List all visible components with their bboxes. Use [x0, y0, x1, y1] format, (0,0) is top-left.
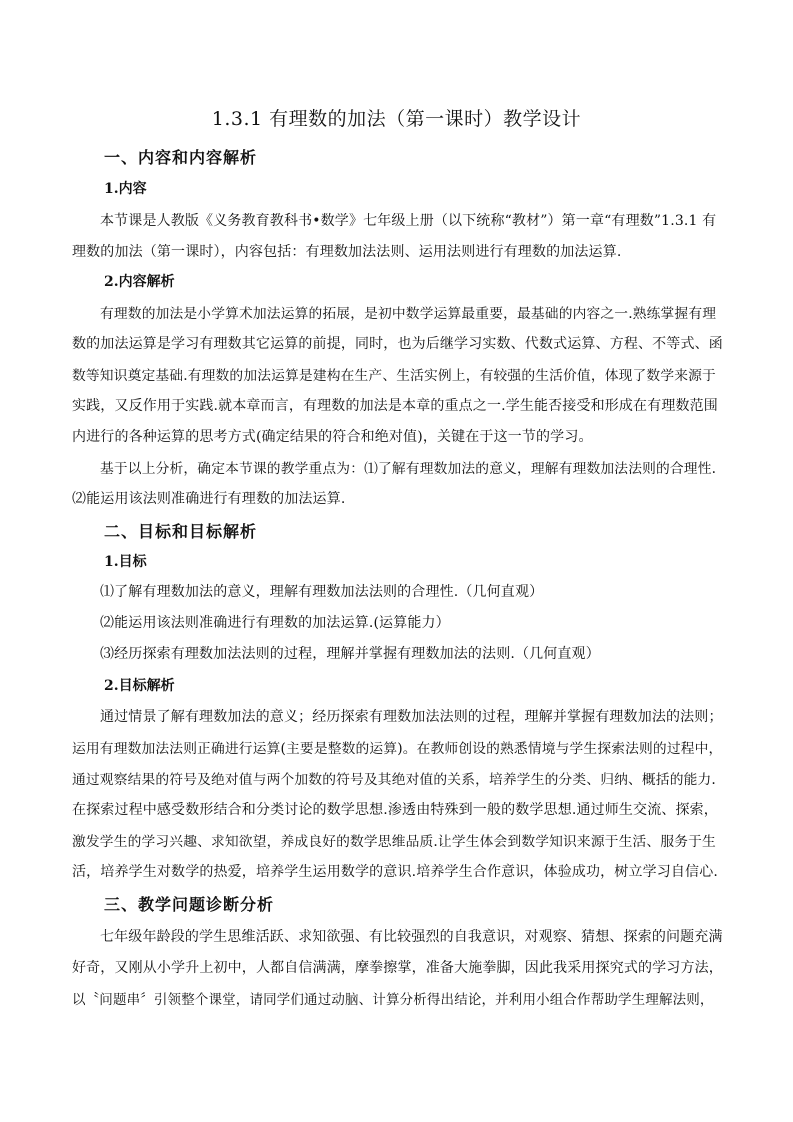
paragraph-line: 基于以上分析，确定本节课的教学重点为：⑴了解有理数加法的意义，理解有理数加法法则的合理性. — [100, 461, 717, 477]
subheading-content: 1.内容 — [104, 181, 147, 197]
subheading-goals: 1.目标 — [104, 554, 147, 570]
paragraph-line: 有理数的加法是小学算术加法运算的拓展，是初中数学运算最重要，最基础的内容之一.熟练掌握有理 — [100, 306, 717, 322]
paragraph-line: 好奇，又刚从小学升上初中，人都自信满满，摩拳擦掌，准备大施拳脚，因此我采用探究式的学习方法， — [72, 960, 723, 976]
goal-item: ⑴了解有理数加法的意义，理解有理数加法法则的合理性.（几何直观） — [100, 584, 544, 600]
paragraph-line: 本节课是人教版《义务教育教科书•数学》七年级上册（以下统称“教材”）第一章“有理数”1.3.1 有 — [100, 213, 717, 229]
paragraph-line: 通过情景了解有理数加法的意义；经历探索有理数加法法则的过程，理解并掌握有理数加法的法则； — [100, 709, 723, 725]
document-title: 1.3.1 有理数的加法（第一课时）教学设计 — [211, 108, 582, 130]
section-heading-content: 一、内容和内容解析 — [104, 148, 258, 167]
paragraph-line: 数等知识奠定基础.有理数的加法运算是建构在生产、生活实例上，有较强的生活价值，体现了数学来源于 — [72, 368, 716, 384]
paragraph-line: 内进行的各种运算的思考方式(确定结果的符合和绝对值)，关键在于这一节的学习。 — [72, 429, 593, 445]
paragraph-line: 以〝问题串〞引领整个课堂，请同学们通过动脑、计算分析得出结论，并利用小组合作帮助学生理解法则， — [72, 992, 714, 1008]
subheading-goals-analysis: 2.目标解析 — [104, 678, 175, 694]
goal-item: ⑵能运用该法则准确进行有理数的加法运算.(运算能力） — [100, 615, 450, 631]
subheading-content-analysis: 2.内容解析 — [104, 274, 175, 290]
section-heading-goals: 二、目标和目标解析 — [104, 522, 258, 541]
goal-item: ⑶经历探索有理数加法法则的过程，理解并掌握有理数加法的法则.（几何直观） — [100, 646, 600, 662]
paragraph-line: 在探索过程中感受数形结合和分类讨论的数学思想.渗透由特殊到一般的数学思想.通过师生交流、探索， — [72, 802, 718, 818]
section-heading-diagnosis: 三、教学问题诊断分析 — [104, 895, 275, 914]
paragraph-line: 实践，又反作用于实践.就本章而言，有理数的加法是本章的重点之一.学生能否接受和形成在有理数范围 — [72, 398, 718, 414]
paragraph-line: 通过观察结果的符号及绝对值与两个加数的符号及其绝对值的关系，培养学生的分类、归纳、概括的能力. — [72, 772, 716, 788]
paragraph-line: 七年级年龄段的学生思维活跃、求知欲强、有比较强烈的自我意识，对观察、猜想、探索的问题充满 — [100, 929, 723, 945]
paragraph-line: 活，培养学生对数学的热爱，培养学生运用数学的意识.培养学生合作意识，体验成功，树立学习自信心. — [72, 864, 718, 880]
paragraph-line: 运用有理数加法法则正确进行运算(主要是整数的运算)。在教师创设的熟悉情境与学生探索法则的过程中， — [72, 741, 723, 757]
paragraph-line: 激发学生的学习兴趣、求知欲望，养成良好的数学思维品质.让学生体会到数学知识来源于生活、服务于生 — [72, 834, 716, 850]
paragraph-line: ⑵能运用该法则准确进行有理数的加法运算. — [72, 491, 346, 507]
paragraph-line: 数的加法运算是学习有理数其它运算的前提，同时，也为后继学习实数、代数式运算、方程、不等式、函 — [72, 336, 723, 352]
paragraph-line: 理数的加法（第一课时），内容包括：有理数加法法则、运用法则进行有理数的加法运算. — [72, 244, 622, 260]
